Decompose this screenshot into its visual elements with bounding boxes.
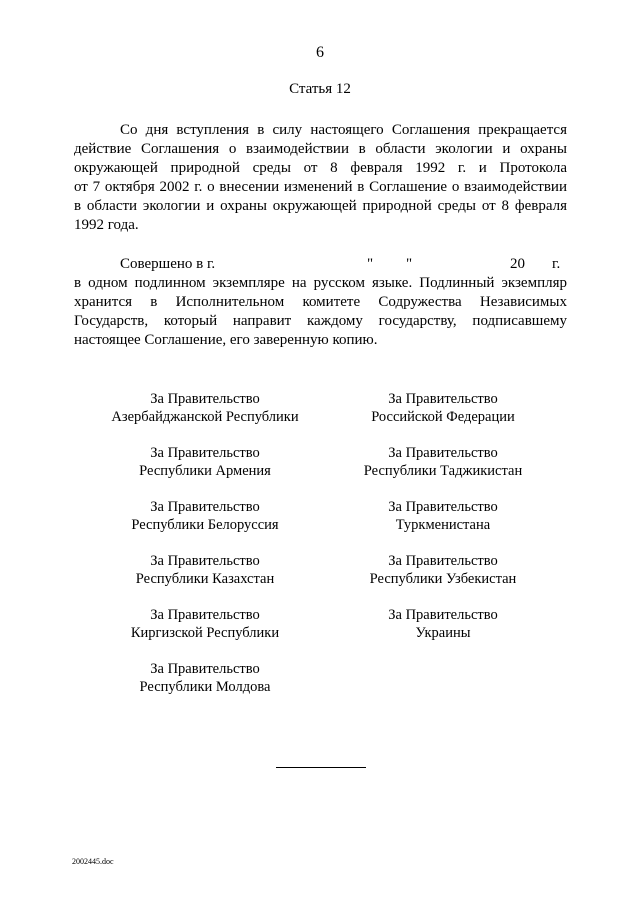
signature-block <box>313 552 573 588</box>
paragraph-line: от 7 октября 2002 г. о внесении изменений в Соглашение о взаимодействии <box>74 179 567 195</box>
signature-block <box>75 606 335 642</box>
signature-party: Республики Молдова <box>139 679 271 695</box>
signature-heading: За Правительство <box>150 391 260 407</box>
footer-filename: 2002445.doc <box>72 857 114 866</box>
signature-block <box>75 444 335 480</box>
signature-block <box>75 390 335 426</box>
year-suffix: г. <box>552 256 561 272</box>
article-paragraph-done-at <box>74 255 567 350</box>
year-prefix: 20 <box>510 256 525 272</box>
end-divider-line <box>276 767 366 768</box>
paragraph-line: окружающей природной среды от 8 февраля 1992 г. и Протокола <box>74 160 567 176</box>
signature-block <box>313 390 573 426</box>
signature-party: Российской Федерации <box>371 409 515 425</box>
signature-heading: За Правительство <box>150 661 260 677</box>
done-at-label: Совершено в г. <box>120 256 216 272</box>
paragraph-line: настоящее Соглашение, его заверенную копию. <box>74 332 378 348</box>
signature-block <box>313 444 573 480</box>
signature-party: Туркменистана <box>395 517 491 533</box>
signature-block <box>75 552 335 588</box>
paragraph-line: Государств, который направит каждому государству, подписавшему <box>74 313 567 329</box>
signature-block <box>313 498 573 534</box>
signature-party: Республики Белоруссия <box>131 517 279 533</box>
signature-heading: За Правительство <box>388 499 498 515</box>
signature-block <box>75 660 335 696</box>
paragraph-line: действие Соглашения о взаимодействии в области экологии и охраны <box>74 141 567 157</box>
signature-heading: За Правительство <box>150 445 260 461</box>
signature-block <box>313 606 573 642</box>
signature-party: Украины <box>415 625 471 641</box>
signature-heading: За Правительство <box>150 553 260 569</box>
article-paragraph-termination <box>74 121 567 235</box>
article-title: Статья 12 <box>289 81 351 97</box>
date-quote-open: " <box>367 256 374 272</box>
signature-heading: За Правительство <box>388 553 498 569</box>
signature-party: Киргизской Республики <box>130 625 280 641</box>
date-quote-close: " <box>406 256 413 272</box>
signature-party: Республики Армения <box>139 463 271 479</box>
signature-block <box>75 498 335 534</box>
done-at-line <box>74 255 567 274</box>
paragraph-line: 1992 года. <box>74 217 139 233</box>
signature-heading: За Правительство <box>150 499 260 515</box>
paragraph-line: в одном подлинном экземпляре на русском языке. Подлинный экземпляр <box>74 275 567 291</box>
paragraph-line: в области экологии и охраны окружающей природной среды от 8 февраля <box>74 198 567 214</box>
signature-heading: За Правительство <box>388 607 498 623</box>
paragraph-line: Со дня вступления в силу настоящего Соглашения прекращается <box>120 122 567 138</box>
signature-party: Республики Таджикистан <box>363 463 523 479</box>
paragraph-line: хранится в Исполнительном комитете Содружества Независимых <box>74 294 567 310</box>
page-number: 6 <box>316 44 324 61</box>
signature-party: Азербайджанской Республики <box>111 409 299 425</box>
signature-party: Республики Узбекистан <box>369 571 517 587</box>
signature-party: Республики Казахстан <box>135 571 275 587</box>
signature-heading: За Правительство <box>150 607 260 623</box>
signature-heading: За Правительство <box>388 391 498 407</box>
signature-heading: За Правительство <box>388 445 498 461</box>
